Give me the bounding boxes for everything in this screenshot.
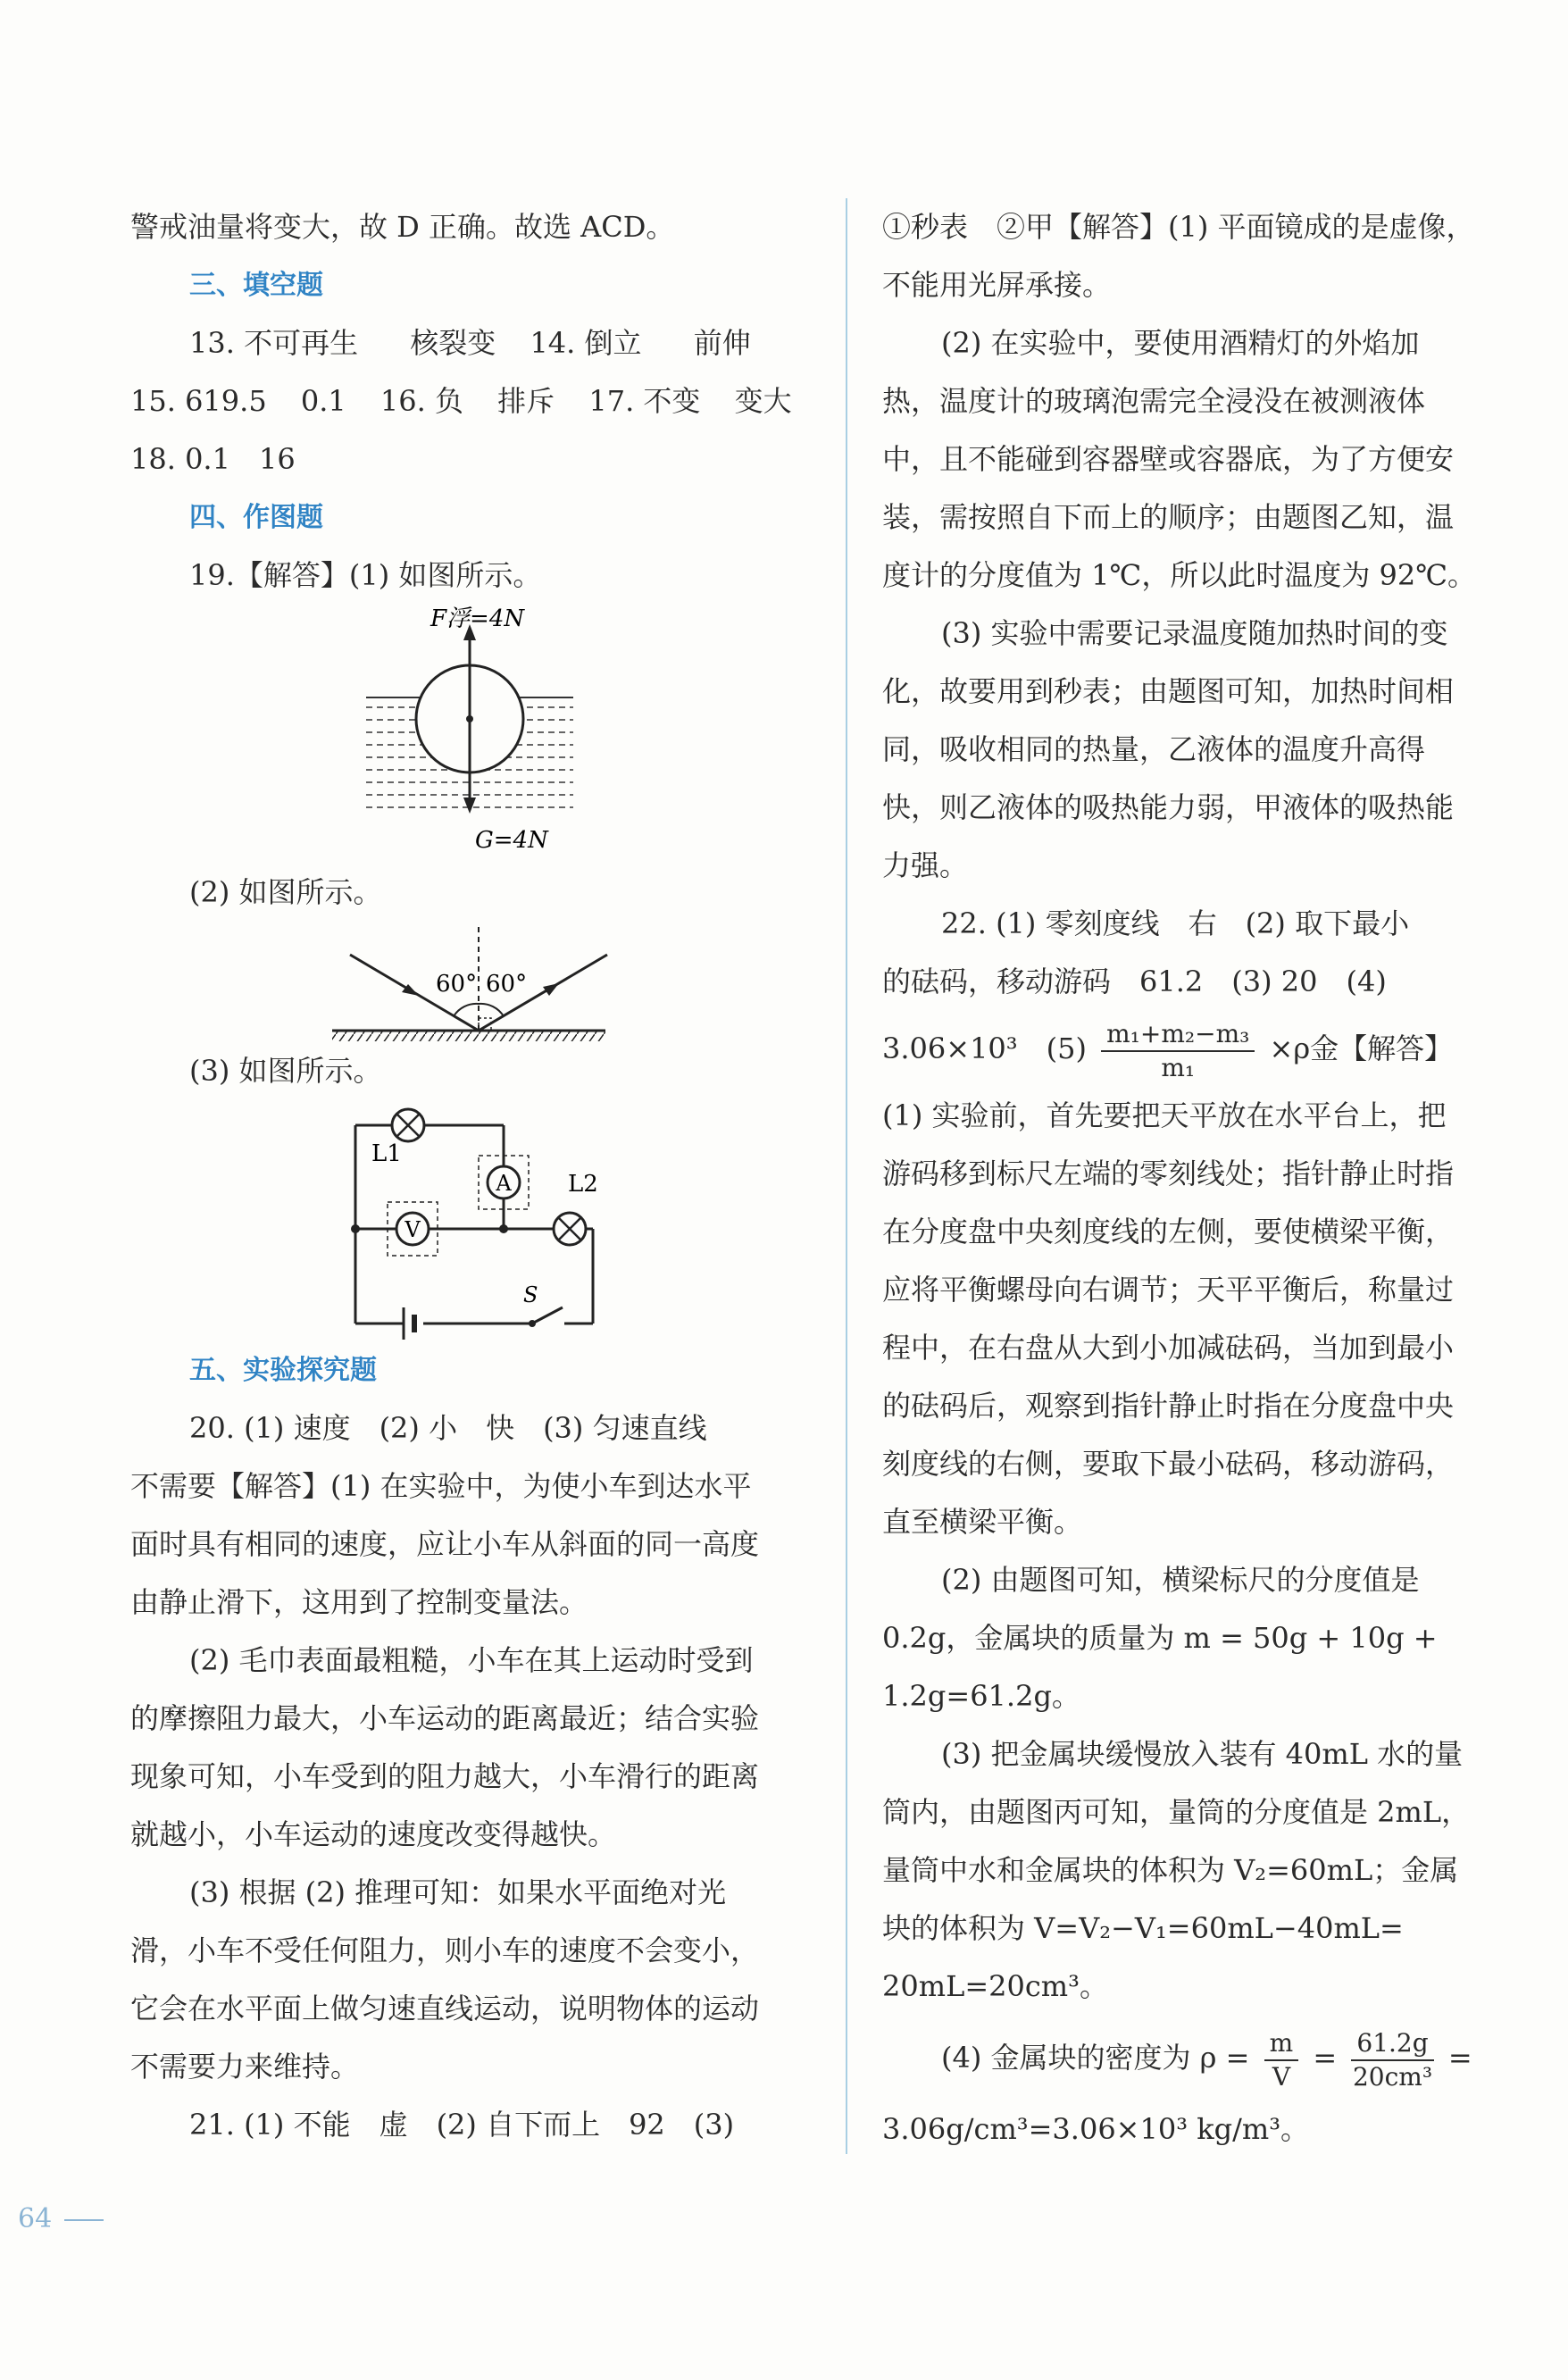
text-line: 面时具有相同的速度，应让小车从斜面的同一高度 [130, 1527, 760, 1561]
answer-14b: 前伸 [693, 326, 751, 360]
text-line: (2) 在实验中，要使用酒精灯的外焰加 [941, 326, 1420, 360]
text-line: 快，则乙液体的吸热能力弱，甲液体的吸热能 [882, 790, 1455, 824]
text-line: ①秒表 ②甲【解答】(1) 平面镜成的是虚像， [882, 210, 1475, 244]
text-line: 的砝码后，观察到指针静止时指在分度盘中央 [882, 1389, 1455, 1423]
angle-of-incidence: 60° [436, 971, 478, 998]
text-line: 就越小，小车运动的速度改变得越快。 [130, 1817, 617, 1851]
answer-20: 20. (1) 速度 (2) 小 快 (3) 匀速直线 [189, 1411, 707, 1445]
switch-label: S [523, 1282, 538, 1307]
text-line: 0.2g，金属块的质量为 m = 50g + 10g + [882, 1621, 1438, 1655]
junction-left [351, 1224, 360, 1233]
answer-17b: 变大 [734, 384, 792, 418]
fraction-m-over-v [1264, 2027, 1299, 2092]
text-line: 警戒油量将变大，故 D 正确。故选 ACD。 [130, 210, 675, 244]
voltmeter-label: V [405, 1217, 421, 1242]
fraction-numerator: m₁+m₂−m₃ [1101, 1022, 1255, 1052]
equals-sign: = [1447, 2041, 1472, 2075]
text-line: 3.06g/cm³=3.06×10³ kg/m³。 [882, 2112, 1310, 2146]
lamp-l1 [392, 1109, 424, 1141]
text-line: (3) 实验中需要记录温度随加热时间的变 [941, 616, 1448, 650]
question-19-3: (3) 如图所示。 [189, 1054, 382, 1088]
text-line: 热，温度计的玻璃泡需完全浸没在被测液体 [882, 384, 1426, 418]
formula-suffix: ×ρ金【解答】 [1269, 1031, 1454, 1065]
reflection-diagram [130, 922, 818, 1042]
fraction-numerator: m [1264, 2031, 1299, 2061]
text-line: (3) 根据 (2) 推理可知：如果水平面绝对光 [189, 1875, 727, 1909]
text-line: 的砝码，移动游码 61.2 (3) 20 (4) [882, 965, 1387, 998]
formula-line [882, 1011, 1498, 1087]
fraction-denominator: V [1272, 2061, 1291, 2092]
right-column [882, 198, 1498, 2159]
text-line: 装，需按照自下而上的顺序；由题图乙知，温 [882, 500, 1455, 534]
answer-16b: 排斥 [497, 384, 555, 418]
left-column [130, 198, 818, 2154]
ammeter-label: A [496, 1171, 512, 1196]
text-line: 力强。 [882, 848, 969, 882]
question-19-2: (2) 如图所示。 [189, 875, 382, 909]
density-prefix: (4) 金属块的密度为 ρ = [941, 2041, 1250, 2075]
answers-13-14 [130, 314, 818, 372]
buoyant-force-label: F浮=4N [430, 605, 525, 632]
text-line: 现象可知，小车受到的阻力越大，小车滑行的距离 [130, 1759, 760, 1793]
text-line: 的摩擦阻力最大，小车运动的距离最近；结合实验 [130, 1701, 760, 1735]
answer-22: 22. (1) 零刻度线 右 (2) 取下最小 [941, 906, 1410, 940]
lamp-l2 [554, 1213, 586, 1245]
section-heading-fill-in: 三、填空题 [189, 270, 323, 301]
equals-sign: = [1313, 2041, 1338, 2075]
section-heading-drawing: 四、作图题 [189, 502, 323, 533]
text-line: 由静止滑下，这用到了控制变量法。 [130, 1585, 588, 1619]
page-number [18, 2203, 104, 2234]
figure-reflection [130, 922, 818, 1042]
text-line: 量筒中水和金属块的体积为 V₂=60mL；金属 [882, 1853, 1459, 1887]
fraction-density [1101, 1018, 1255, 1082]
text-line: 1.2g=61.2g。 [882, 1679, 1080, 1713]
text-line: (2) 毛巾表面最粗糙，小车在其上运动时受到 [189, 1643, 754, 1677]
text-line: 度计的分度值为 1℃，所以此时温度为 92℃。 [882, 558, 1477, 592]
figure-buoyancy [130, 605, 818, 864]
text-line: 应将平衡螺母向右调节；天平平衡后，称量过 [882, 1273, 1455, 1307]
circuit-diagram [130, 1100, 818, 1341]
section-heading-experiment: 五、实验探究题 [189, 1355, 377, 1386]
text-line: 程中，在右盘从大到小加减砝码，当加到最小 [882, 1331, 1455, 1365]
angle-of-reflection: 60° [486, 971, 528, 998]
figure-circuit [130, 1100, 818, 1341]
answer-15a: 15. 619.5 [130, 384, 267, 418]
fraction-numerator: 61.2g [1351, 2031, 1433, 2061]
reflected-arrowhead [543, 983, 559, 996]
text-line: 筒内，由题图丙可知，量筒的分度值是 2mL， [882, 1795, 1471, 1829]
text-line: 不能用光屏承接。 [882, 268, 1112, 302]
density-formula-line [882, 2016, 1498, 2100]
answer-15b: 0.1 [300, 384, 346, 418]
junction-right [499, 1224, 508, 1233]
mirror-hatching [332, 1031, 605, 1041]
gravity-label: G=4N [475, 827, 548, 854]
text-line: 中，且不能碰到容器壁或容器底，为了方便安 [882, 442, 1455, 476]
formula-prefix: 3.06×10³ (5) [882, 1031, 1087, 1065]
footer-dash [64, 2219, 104, 2221]
answers-15-17 [130, 372, 818, 430]
answer-14a: 14. 倒立 [530, 326, 642, 360]
text-line: 滑，小车不受任何阻力，则小车的速度不会变小， [130, 1933, 760, 1967]
column-divider [846, 198, 847, 2154]
text-line: 同，吸收相同的热量，乙液体的温度升高得 [882, 732, 1426, 766]
switch-blade [532, 1307, 563, 1324]
answer-17a: 17. 不变 [588, 384, 701, 418]
text-line: 它会在水平面上做匀速直线运动，说明物体的运动 [130, 1992, 760, 2025]
answer-21: 21. (1) 不能 虚 (2) 自下而上 92 (3) [189, 2108, 735, 2142]
text-line: (3) 把金属块缓慢放入装有 40mL 水的量 [941, 1737, 1464, 1771]
text-line: 直至横梁平衡。 [882, 1505, 1083, 1539]
lamp-l1-label: L1 [371, 1140, 402, 1167]
answer-13b: 核裂变 [410, 326, 496, 360]
text-line: (1) 实验前，首先要把天平放在水平台上，把 [882, 1098, 1447, 1132]
text-line: 20mL=20cm³。 [882, 1969, 1108, 2003]
question-19-1: 19.【解答】(1) 如图所示。 [189, 558, 542, 592]
switch-contact [529, 1320, 536, 1327]
lamp-l2-label: L2 [568, 1171, 598, 1198]
answer-16a: 16. 负 [379, 384, 463, 418]
text-line: 刻度线的右侧，要取下最小砝码，移动游码， [882, 1447, 1455, 1481]
text-line: 不需要力来维持。 [130, 2050, 360, 2084]
buoyancy-diagram [130, 605, 818, 864]
fraction-denominator: m₁ [1161, 1052, 1196, 1082]
answer-13a: 13. 不可再生 [189, 326, 359, 360]
page-number-text: 64 [18, 2203, 53, 2234]
text-line: 游码移到标尺左端的零刻线处；指针静止时指 [882, 1157, 1455, 1190]
text-line: 不需要【解答】(1) 在实验中，为使小车到达水平 [130, 1469, 752, 1503]
answer-18: 18. 0.1 16 [130, 442, 296, 476]
fraction-denominator: 20cm³ [1352, 2061, 1433, 2092]
text-line: 块的体积为 V=V₂−V₁=60mL−40mL= [882, 1911, 1404, 1945]
text-line: 化，故要用到秒表；由题图可知，加热时间相 [882, 674, 1455, 708]
text-line: (2) 由题图可知，横梁标尺的分度值是 [941, 1563, 1420, 1597]
fraction-values [1351, 2027, 1433, 2092]
text-line: 在分度盘中央刻度线的左侧，要使横梁平衡， [882, 1215, 1455, 1248]
